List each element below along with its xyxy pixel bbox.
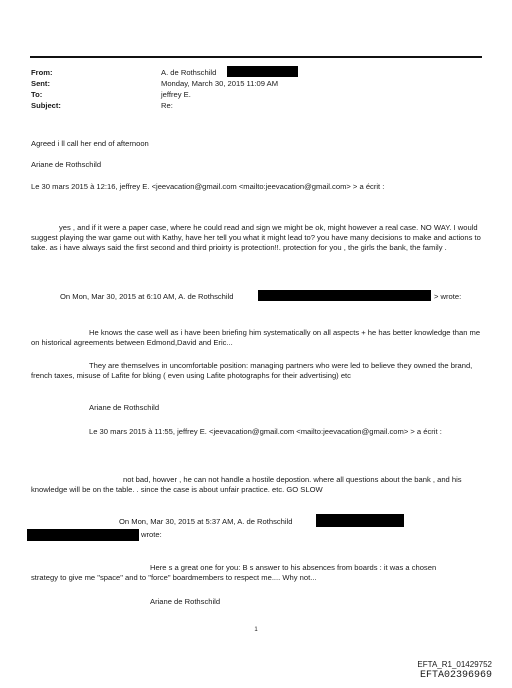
- reply-line: Agreed i ll call her end of afternoon: [31, 139, 149, 148]
- header-rule: [30, 56, 482, 58]
- document-id: EFTA02396969: [419, 670, 492, 681]
- quoted-paragraph: He knows the case well as i have been briefing him systematically on all aspects + he has better knowledge than me on historical agreements between Edmond,David and Eric...: [31, 328, 481, 347]
- from-label: From:: [31, 68, 53, 77]
- quote-header: On Mon, Mar 30, 2015 at 5:37 AM, A. de Rothschild: [119, 517, 293, 526]
- sent-label: Sent:: [31, 79, 50, 88]
- quote-header: Le 30 mars 2015 à 11:55, jeffrey E. <jeevacation@gmail.com <mailto:jeevacation@gmail.com> > a écrit :: [89, 427, 442, 436]
- quoted-paragraph: They are themselves in uncomfortable position: managing partners who were led to believe they owned the brand, french taxes, misuse of Lafite for bking ( even using Lafite photographs for their advertising) etc: [31, 361, 473, 380]
- quote-header: On Mon, Mar 30, 2015 at 6:10 AM, A. de Rothschild: [60, 292, 234, 301]
- to-label: To:: [31, 90, 43, 99]
- subject-value: Re:: [161, 101, 173, 110]
- to-value: jeffrey E.: [161, 90, 191, 99]
- quote-header-suffix: wrote:: [141, 530, 162, 539]
- quoted-paragraph: yes , and if it were a paper case, where he could read and sign we might be ok, might however a real case. NO WAY. I would suggest playing the war game out with Kathy, have her tell you what it might lead to? you have many decisions to make and actions to take. as i have always said the first second and third prioirty is protection!!. protection for you , the girls the bank, the family .: [31, 223, 481, 252]
- from-value: A. de Rothschild: [161, 68, 217, 77]
- redaction-box: [227, 66, 298, 77]
- quote-header: Le 30 mars 2015 à 12:16, jeffrey E. <jeevacation@gmail.com <mailto:jeevacation@gmail.com> > a écrit :: [31, 182, 385, 191]
- quoted-paragraph: Here s a great one for you: B s answer to his absences from boards : it was a chosen strategy to give me "space" and to "force" boardmembers to respect me.... Why not...: [31, 563, 437, 582]
- signature: Ariane de Rothschild: [150, 597, 221, 606]
- redaction-box: [27, 529, 139, 541]
- sent-value: Monday, March 30, 2015 11:09 AM: [161, 79, 279, 88]
- redaction-box: [316, 514, 404, 527]
- redaction-box: [258, 290, 431, 301]
- quote-header-suffix: > wrote:: [434, 292, 462, 301]
- signature: Ariane de Rothschild: [31, 160, 102, 169]
- quoted-paragraph: not bad, howver , he can not handle a hostile depostion. where all questions about the bank , and his knowledge will be on the table. . since the case is about unfair practice. etc. GO SLOW: [31, 475, 462, 494]
- page-number: 1: [254, 627, 258, 633]
- document-id-small: EFTA_R1_01429752: [417, 660, 492, 669]
- subject-label: Subject:: [31, 101, 61, 110]
- signature: Ariane de Rothschild: [89, 403, 160, 412]
